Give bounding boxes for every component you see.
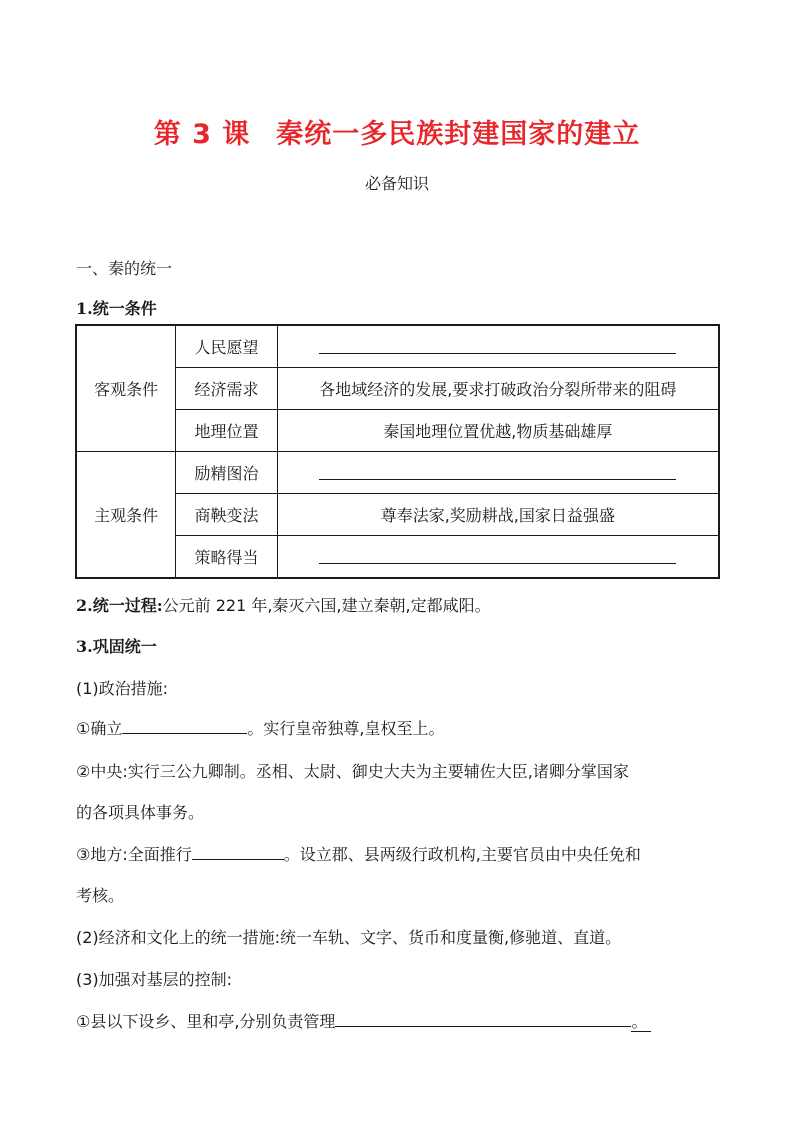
factor-cell: 策略得当 — [176, 536, 277, 579]
group-label-objective: 客观条件 — [76, 325, 176, 452]
process-text: 公元前 221 年,秦灭六国,建立秦朝,定都咸阳。 — [162, 596, 491, 615]
answer-blank[interactable] — [319, 335, 676, 354]
section-subtitle: 必备知识 — [364, 174, 429, 193]
factor-cell: 经济需求 — [176, 368, 277, 410]
answer-blank[interactable] — [122, 717, 247, 734]
item-heading-process: 2.统一过程: — [76, 596, 163, 615]
factor-cell: 人民愿望 — [176, 325, 277, 368]
section-heading: 一、秦的统一 — [76, 259, 173, 278]
answer-blank-cell[interactable] — [277, 536, 719, 579]
measure-text: 。 — [631, 1012, 651, 1032]
measure-central-cont: 的各项具体事务。 — [76, 803, 205, 822]
answer-blank[interactable] — [319, 461, 676, 480]
answer-blank-cell[interactable] — [277, 325, 719, 368]
grassroots-control-heading: (3)加强对基层的控制: — [76, 970, 233, 989]
answer-blank[interactable] — [192, 843, 284, 860]
measure-central: ②中央:实行三公九卿制。丞相、太尉、御史大夫为主要辅佐大臣,诸卿分掌国家 — [76, 762, 629, 781]
conditions-table — [75, 324, 720, 579]
measure-text: 。实行皇帝独尊,皇权至上。 — [247, 719, 445, 738]
table-row — [76, 452, 719, 494]
measure-text: ①县以下设乡、里和亭,分别负责管理 — [76, 1012, 336, 1031]
content-cell: 各地域经济的发展,要求打破政治分裂所带来的阻碍 — [277, 368, 719, 410]
answer-blank[interactable] — [335, 1010, 631, 1027]
political-measures-heading: (1)政治措施: — [76, 679, 169, 698]
measure-text: 。设立郡、县两级行政机构,主要官员由中央任免和 — [283, 845, 641, 864]
factor-cell: 地理位置 — [176, 410, 277, 452]
item-heading-conditions: 1.统一条件 — [76, 299, 157, 318]
lesson-title — [0, 112, 794, 151]
lesson-topic: 秦统一多民族封建国家的建立 — [276, 119, 641, 150]
content-cell: 秦国地理位置优越,物质基础雄厚 — [277, 410, 719, 452]
measure-text: ①确立 — [76, 719, 123, 738]
lesson-number: 第 3 课 — [153, 119, 251, 150]
content-cell: 尊奉法家,奖励耕战,国家日益强盛 — [277, 494, 719, 536]
table-row — [76, 325, 719, 368]
economic-cultural-measures: (2)经济和文化上的统一措施:统一车轨、文字、货币和度量衡,修驰道、直道。 — [76, 928, 622, 947]
measure-text: ③地方:全面推行 — [76, 845, 192, 864]
answer-blank[interactable] — [319, 545, 676, 564]
factor-cell: 商鞅变法 — [176, 494, 277, 536]
factor-cell: 励精图治 — [176, 452, 277, 494]
answer-blank-cell[interactable] — [277, 452, 719, 494]
measure-local — [76, 842, 641, 865]
group-label-subjective: 主观条件 — [76, 452, 176, 579]
item-heading-consolidation: 3.巩固统一 — [76, 637, 157, 656]
measure-emperor — [76, 716, 444, 739]
measure-grassroots — [76, 1009, 651, 1032]
unification-process — [76, 593, 491, 616]
measure-local-cont: 考核。 — [76, 886, 125, 905]
